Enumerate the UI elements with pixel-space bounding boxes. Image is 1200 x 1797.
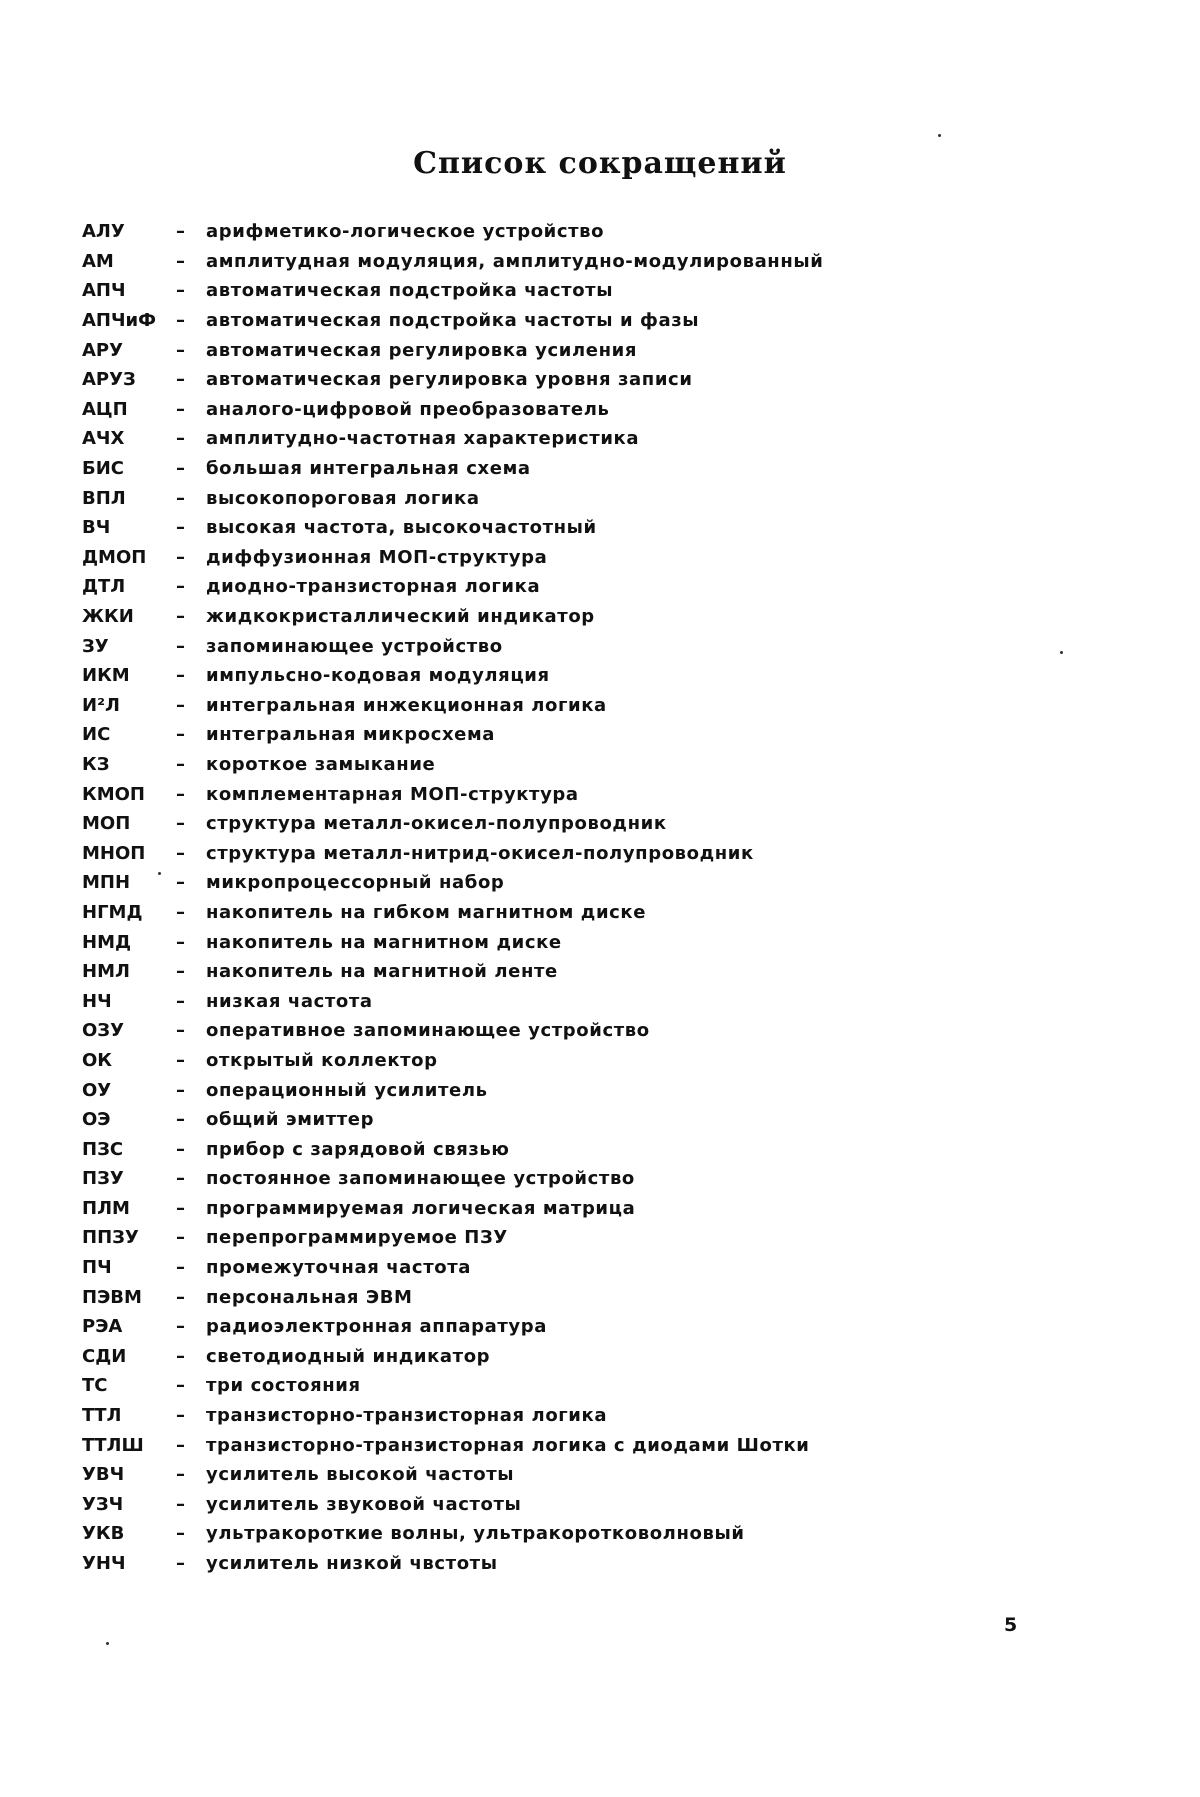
abbreviation-expansion: радиоэлектронная аппаратура xyxy=(206,1316,547,1338)
abbreviation-expansion: интегральная микросхема xyxy=(206,724,496,746)
abbreviation-row xyxy=(82,927,1132,957)
abbreviation-row xyxy=(82,720,1132,750)
abbreviation-dash: – xyxy=(176,990,185,1012)
abbreviation-row xyxy=(82,454,1132,484)
abbreviation-row xyxy=(82,335,1132,365)
abbreviation-dash: – xyxy=(176,961,185,983)
abbreviation-term: АЦП xyxy=(82,398,128,420)
abbreviation-expansion: запоминающее устройство xyxy=(206,635,503,657)
abbreviation-dash: – xyxy=(176,221,185,243)
abbreviation-dash: – xyxy=(176,724,185,746)
abbreviation-dash: – xyxy=(176,1020,185,1042)
abbreviation-dash: – xyxy=(176,901,185,923)
scan-speck xyxy=(158,872,161,875)
abbreviation-expansion: структура металл-окисел-полупроводник xyxy=(206,813,667,835)
abbreviation-term: НГМД xyxy=(82,901,143,923)
abbreviation-row xyxy=(82,809,1132,839)
abbreviation-term: КМОП xyxy=(82,783,145,805)
abbreviation-dash: – xyxy=(176,546,185,568)
abbreviation-dash: – xyxy=(176,1286,185,1308)
abbreviation-term: СДИ xyxy=(82,1345,127,1367)
abbreviation-term: ЗУ xyxy=(82,635,109,657)
abbreviation-row xyxy=(82,1342,1132,1372)
scan-speck xyxy=(938,134,941,137)
abbreviation-row xyxy=(82,986,1132,1016)
abbreviation-expansion: накопитель на магнитном диске xyxy=(206,931,562,953)
page-title: Список сокращений xyxy=(413,146,787,181)
abbreviation-dash: – xyxy=(176,1405,185,1427)
abbreviation-term: ТС xyxy=(82,1375,108,1397)
abbreviation-row xyxy=(82,306,1132,336)
abbreviation-expansion: высокая частота, высокочастотный xyxy=(206,517,597,539)
abbreviation-dash: – xyxy=(176,665,185,687)
abbreviation-dash: – xyxy=(176,1345,185,1367)
abbreviation-expansion: три состояния xyxy=(206,1375,361,1397)
abbreviation-row xyxy=(82,750,1132,780)
abbreviation-term: НЧ xyxy=(82,990,112,1012)
abbreviation-dash: – xyxy=(176,398,185,420)
abbreviation-dash: – xyxy=(176,1553,185,1575)
abbreviation-expansion: амплитудно-частотная характеристика xyxy=(206,428,640,450)
page-number: 5 xyxy=(1004,1614,1018,1636)
abbreviation-term: АПЧ xyxy=(82,280,126,302)
abbreviation-expansion: большая интегральная схема xyxy=(206,458,531,480)
abbreviation-expansion: микропроцессорный набор xyxy=(206,872,505,894)
abbreviation-row xyxy=(82,631,1132,661)
abbreviation-row xyxy=(82,1519,1132,1549)
abbreviation-row xyxy=(82,424,1132,454)
abbreviation-term: АЛУ xyxy=(82,221,125,243)
abbreviation-dash: – xyxy=(176,1464,185,1486)
abbreviation-term: ПЗУ xyxy=(82,1168,124,1190)
abbreviation-dash: – xyxy=(176,1434,185,1456)
abbreviation-expansion: аналого-цифровой преобразователь xyxy=(206,398,610,420)
abbreviation-dash: – xyxy=(176,1523,185,1545)
abbreviation-row xyxy=(82,1134,1132,1164)
abbreviation-dash: – xyxy=(176,1257,185,1279)
abbreviation-expansion: ультракороткие волны, ультракоротковолновый xyxy=(206,1523,745,1545)
abbreviation-row xyxy=(82,247,1132,277)
scan-speck xyxy=(106,1642,109,1645)
abbreviation-dash: – xyxy=(176,842,185,864)
abbreviation-dash: – xyxy=(176,428,185,450)
abbreviation-term: АЧХ xyxy=(82,428,125,450)
abbreviation-term: УНЧ xyxy=(82,1553,126,1575)
abbreviation-row xyxy=(82,395,1132,425)
abbreviation-expansion: высокопороговая логика xyxy=(206,487,480,509)
abbreviation-dash: – xyxy=(176,1375,185,1397)
abbreviation-row xyxy=(82,513,1132,543)
abbreviation-expansion: транзисторно-транзисторная логика xyxy=(206,1405,608,1427)
abbreviation-term: АМ xyxy=(82,250,114,272)
abbreviation-expansion: прибор с зарядовой связью xyxy=(206,1138,510,1160)
abbreviation-expansion: оперативное запоминающее устройство xyxy=(206,1020,650,1042)
abbreviation-term: ОЗУ xyxy=(82,1020,124,1042)
abbreviation-row xyxy=(82,957,1132,987)
abbreviation-row xyxy=(82,838,1132,868)
abbreviation-row xyxy=(82,1371,1132,1401)
abbreviation-term: ПЗС xyxy=(82,1138,124,1160)
abbreviation-dash: – xyxy=(176,931,185,953)
abbreviation-expansion: усилитель высокой частоты xyxy=(206,1464,515,1486)
abbreviation-dash: – xyxy=(176,1316,185,1338)
abbreviation-dash: – xyxy=(176,280,185,302)
abbreviation-dash: – xyxy=(176,369,185,391)
abbreviation-dash: – xyxy=(176,1049,185,1071)
abbreviation-term: ПЧ xyxy=(82,1257,112,1279)
abbreviation-term: МОП xyxy=(82,813,131,835)
abbreviation-term: КЗ xyxy=(82,753,110,775)
abbreviation-term: ИС xyxy=(82,724,111,746)
abbreviation-row xyxy=(82,1105,1132,1135)
abbreviation-dash: – xyxy=(176,606,185,628)
abbreviation-expansion: автоматическая регулировка усиления xyxy=(206,339,637,361)
abbreviation-term: ОЭ xyxy=(82,1109,111,1131)
abbreviation-term: ОК xyxy=(82,1049,113,1071)
abbreviation-row xyxy=(82,1460,1132,1490)
abbreviation-row xyxy=(82,1312,1132,1342)
abbreviation-dash: – xyxy=(176,250,185,272)
abbreviation-row xyxy=(82,365,1132,395)
abbreviation-dash: – xyxy=(176,339,185,361)
abbreviation-dash: – xyxy=(176,1197,185,1219)
abbreviation-term: АРУЗ xyxy=(82,369,136,391)
abbreviation-term: ОУ xyxy=(82,1079,112,1101)
abbreviation-term: АРУ xyxy=(82,339,124,361)
abbreviation-term: МПН xyxy=(82,872,131,894)
abbreviation-term: ЖКИ xyxy=(82,606,134,628)
abbreviation-expansion: светодиодный индикатор xyxy=(206,1345,491,1367)
abbreviation-row xyxy=(82,1401,1132,1431)
abbreviation-row xyxy=(82,868,1132,898)
abbreviation-expansion: открытый коллектор xyxy=(206,1049,438,1071)
abbreviation-term: ПЭВМ xyxy=(82,1286,142,1308)
abbreviation-row xyxy=(82,691,1132,721)
abbreviation-expansion: перепрограммируемое ПЗУ xyxy=(206,1227,508,1249)
abbreviation-row xyxy=(82,779,1132,809)
abbreviation-term: И²Л xyxy=(82,694,120,716)
abbreviation-expansion: постоянное запоминающее устройство xyxy=(206,1168,635,1190)
abbreviation-expansion: жидкокристаллический индикатор xyxy=(206,606,595,628)
abbreviation-term: НМД xyxy=(82,931,132,953)
abbreviation-row xyxy=(82,898,1132,928)
abbreviation-term: РЭА xyxy=(82,1316,123,1338)
abbreviation-term: ТТЛШ xyxy=(82,1434,144,1456)
abbreviation-expansion: промежуточная частота xyxy=(206,1257,471,1279)
abbreviation-dash: – xyxy=(176,458,185,480)
abbreviation-row xyxy=(82,217,1132,247)
abbreviation-expansion: диффузионная МОП-структура xyxy=(206,546,548,568)
abbreviation-expansion: автоматическая регулировка уровня записи xyxy=(206,369,693,391)
abbreviation-row xyxy=(82,1016,1132,1046)
abbreviation-dash: – xyxy=(176,1493,185,1515)
abbreviation-dash: – xyxy=(176,635,185,657)
abbreviation-dash: – xyxy=(176,487,185,509)
abbreviation-term: УЗЧ xyxy=(82,1493,124,1515)
abbreviation-dash: – xyxy=(176,1227,185,1249)
abbreviation-dash: – xyxy=(176,517,185,539)
abbreviation-row xyxy=(82,1194,1132,1224)
abbreviation-term: УВЧ xyxy=(82,1464,125,1486)
abbreviation-expansion: операционный усилитель xyxy=(206,1079,488,1101)
abbreviation-dash: – xyxy=(176,694,185,716)
abbreviation-term: ДТЛ xyxy=(82,576,126,598)
abbreviation-row xyxy=(82,1253,1132,1283)
abbreviation-expansion: амплитудная модуляция, амплитудно-модулированный xyxy=(206,250,824,272)
abbreviation-expansion: накопитель на магнитной ленте xyxy=(206,961,558,983)
abbreviation-expansion: арифметико-логическое устройство xyxy=(206,221,605,243)
abbreviation-term: МНОП xyxy=(82,842,146,864)
abbreviation-term: ИКМ xyxy=(82,665,130,687)
abbreviation-row xyxy=(82,1282,1132,1312)
abbreviation-list xyxy=(82,217,1132,1578)
abbreviation-row xyxy=(82,1223,1132,1253)
abbreviation-expansion: структура металл-нитрид-окисел-полупроводник xyxy=(206,842,754,864)
abbreviation-row xyxy=(82,572,1132,602)
abbreviation-row xyxy=(82,543,1132,573)
abbreviation-term: БИС xyxy=(82,458,124,480)
abbreviation-term: ППЗУ xyxy=(82,1227,139,1249)
abbreviation-expansion: программируемая логическая матрица xyxy=(206,1197,636,1219)
abbreviation-expansion: автоматическая подстройка частоты и фазы xyxy=(206,310,700,332)
abbreviation-expansion: общий эмиттер xyxy=(206,1109,375,1131)
abbreviation-row xyxy=(82,1490,1132,1520)
abbreviation-expansion: персональная ЭВМ xyxy=(206,1286,413,1308)
abbreviation-dash: – xyxy=(176,310,185,332)
abbreviation-row xyxy=(82,1549,1132,1579)
abbreviation-row xyxy=(82,661,1132,691)
abbreviation-dash: – xyxy=(176,813,185,835)
scan-speck xyxy=(1060,651,1063,654)
abbreviation-expansion: автоматическая подстройка частоты xyxy=(206,280,614,302)
abbreviation-expansion: интегральная инжекционная логика xyxy=(206,694,607,716)
abbreviation-dash: – xyxy=(176,1109,185,1131)
abbreviation-expansion: комплементарная МОП-структура xyxy=(206,783,579,805)
abbreviation-expansion: усилитель низкой чвстоты xyxy=(206,1553,498,1575)
abbreviation-expansion: транзисторно-транзисторная логика с диодами Шотки xyxy=(206,1434,810,1456)
abbreviation-term: АПЧиФ xyxy=(82,310,157,332)
abbreviation-term: ТТЛ xyxy=(82,1405,122,1427)
abbreviation-dash: – xyxy=(176,1138,185,1160)
abbreviation-term: ВПЛ xyxy=(82,487,126,509)
abbreviation-row xyxy=(82,1164,1132,1194)
abbreviation-expansion: импульсно-кодовая модуляция xyxy=(206,665,550,687)
abbreviation-row xyxy=(82,602,1132,632)
abbreviation-expansion: короткое замыкание xyxy=(206,753,436,775)
abbreviation-dash: – xyxy=(176,872,185,894)
abbreviation-term: ВЧ xyxy=(82,517,111,539)
abbreviation-row xyxy=(82,1046,1132,1076)
abbreviation-row xyxy=(82,276,1132,306)
abbreviation-row xyxy=(82,483,1132,513)
abbreviation-expansion: диодно-транзисторная логика xyxy=(206,576,541,598)
abbreviation-expansion: накопитель на гибком магнитном диске xyxy=(206,901,647,923)
abbreviation-expansion: усилитель звуковой частоты xyxy=(206,1493,522,1515)
abbreviation-term: НМЛ xyxy=(82,961,130,983)
abbreviation-expansion: низкая частота xyxy=(206,990,373,1012)
abbreviation-dash: – xyxy=(176,576,185,598)
abbreviation-dash: – xyxy=(176,783,185,805)
abbreviation-term: ПЛМ xyxy=(82,1197,130,1219)
abbreviation-dash: – xyxy=(176,1079,185,1101)
abbreviation-row xyxy=(82,1430,1132,1460)
abbreviation-row xyxy=(82,1075,1132,1105)
abbreviation-dash: – xyxy=(176,1168,185,1190)
abbreviation-dash: – xyxy=(176,753,185,775)
abbreviation-term: ДМОП xyxy=(82,546,147,568)
abbreviation-term: УКВ xyxy=(82,1523,125,1545)
